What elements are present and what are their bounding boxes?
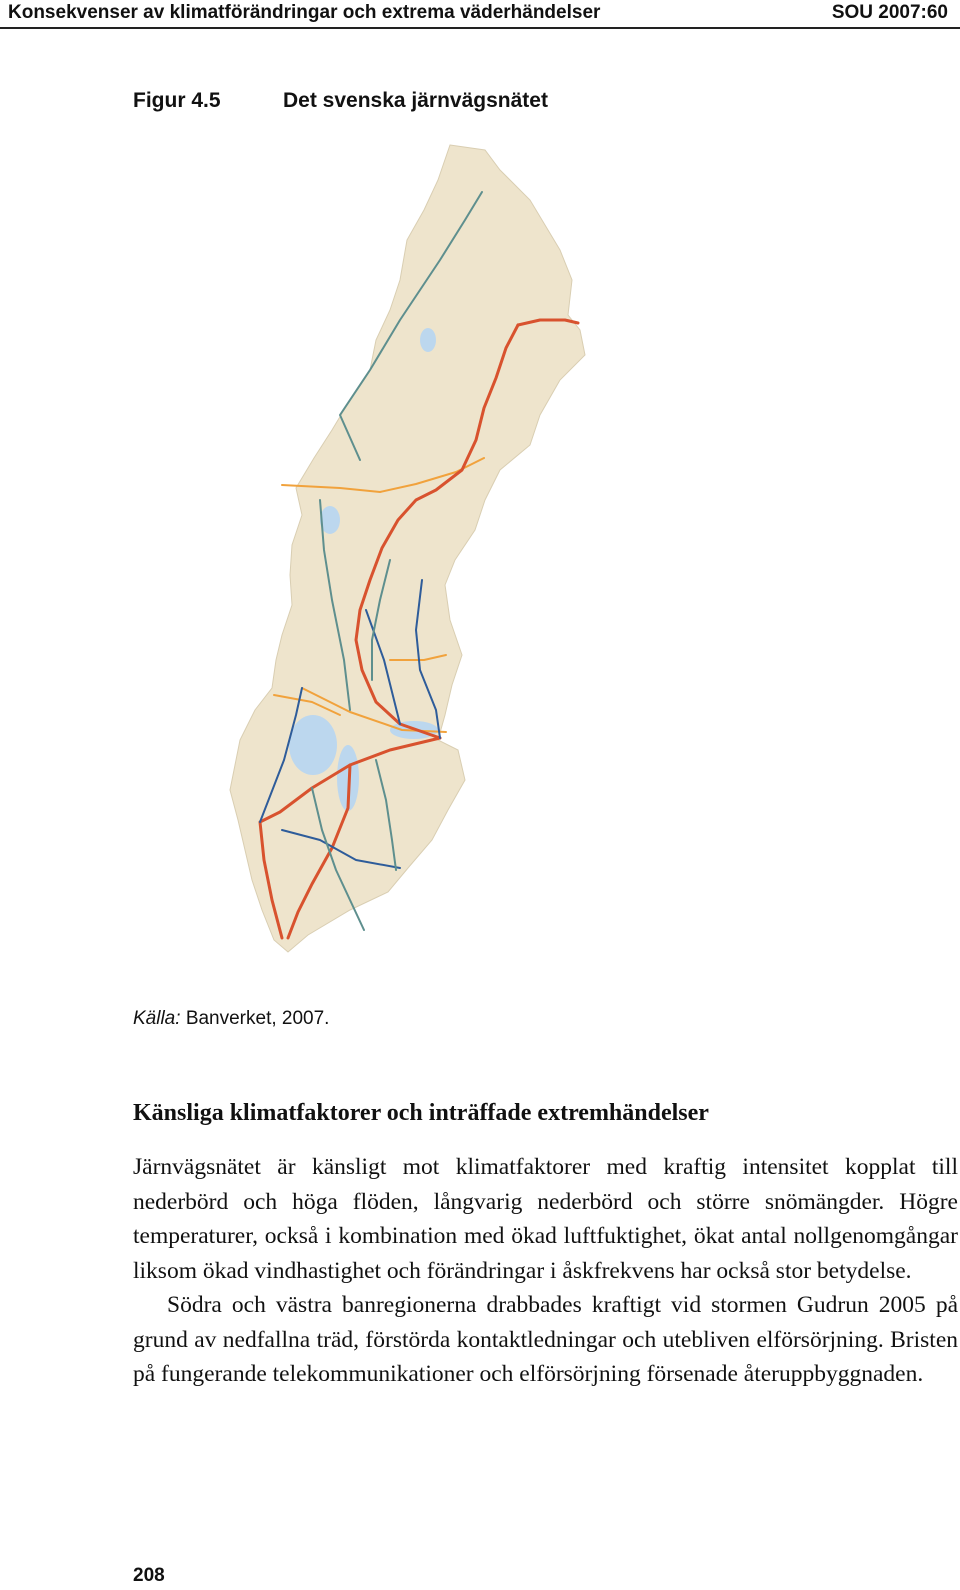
running-header <box>0 0 960 30</box>
body-text <box>133 1150 958 1392</box>
header-divider <box>0 27 960 29</box>
running-header-title: Konsekvenser av klimatförändringar och extrema väderhändelser <box>8 2 601 23</box>
lake-north <box>420 328 436 352</box>
figure-title: Det svenska järnvägsnätet <box>283 89 548 112</box>
body-paragraph-1: Järnvägsnätet är känsligt mot klimatfaktorer med kraftig intensitet kopplat till nederbörd och höga flöden, långvarig nederbörd och större snömängder. Högre temperaturer, också i kombination med ökad luftfuktighet, ökat antal nollgenomgångar liksom ökad vindhastighet och förändringar i åskfrekvens har också stor betydelse. <box>133 1154 958 1284</box>
section-heading: Känsliga klimatfaktorer och inträffade extremhändelser <box>133 1100 709 1126</box>
lake-vanern <box>289 715 337 775</box>
page-number: 208 <box>133 1565 165 1586</box>
running-header-report-id: SOU 2007:60 <box>831 2 948 23</box>
body-paragraph-2: Södra och västra banregionerna drabbades kraftigt vid stormen Gudrun 2005 på grund av nedfallna träd, förstörda kontaktledningar och utebliven elförsörjning. Bristen på fungerande telekommunikationer och elförsörjning försenade återuppbyggnaden. <box>133 1292 958 1387</box>
figure-number: Figur 4.5 <box>133 89 221 112</box>
railway-map-graphic <box>200 140 600 970</box>
figure-source-text: Banverket, 2007. <box>185 1008 330 1029</box>
figure-source <box>133 1008 329 1030</box>
railway-map <box>200 140 600 970</box>
figure-source-label: Källa: <box>133 1008 181 1029</box>
